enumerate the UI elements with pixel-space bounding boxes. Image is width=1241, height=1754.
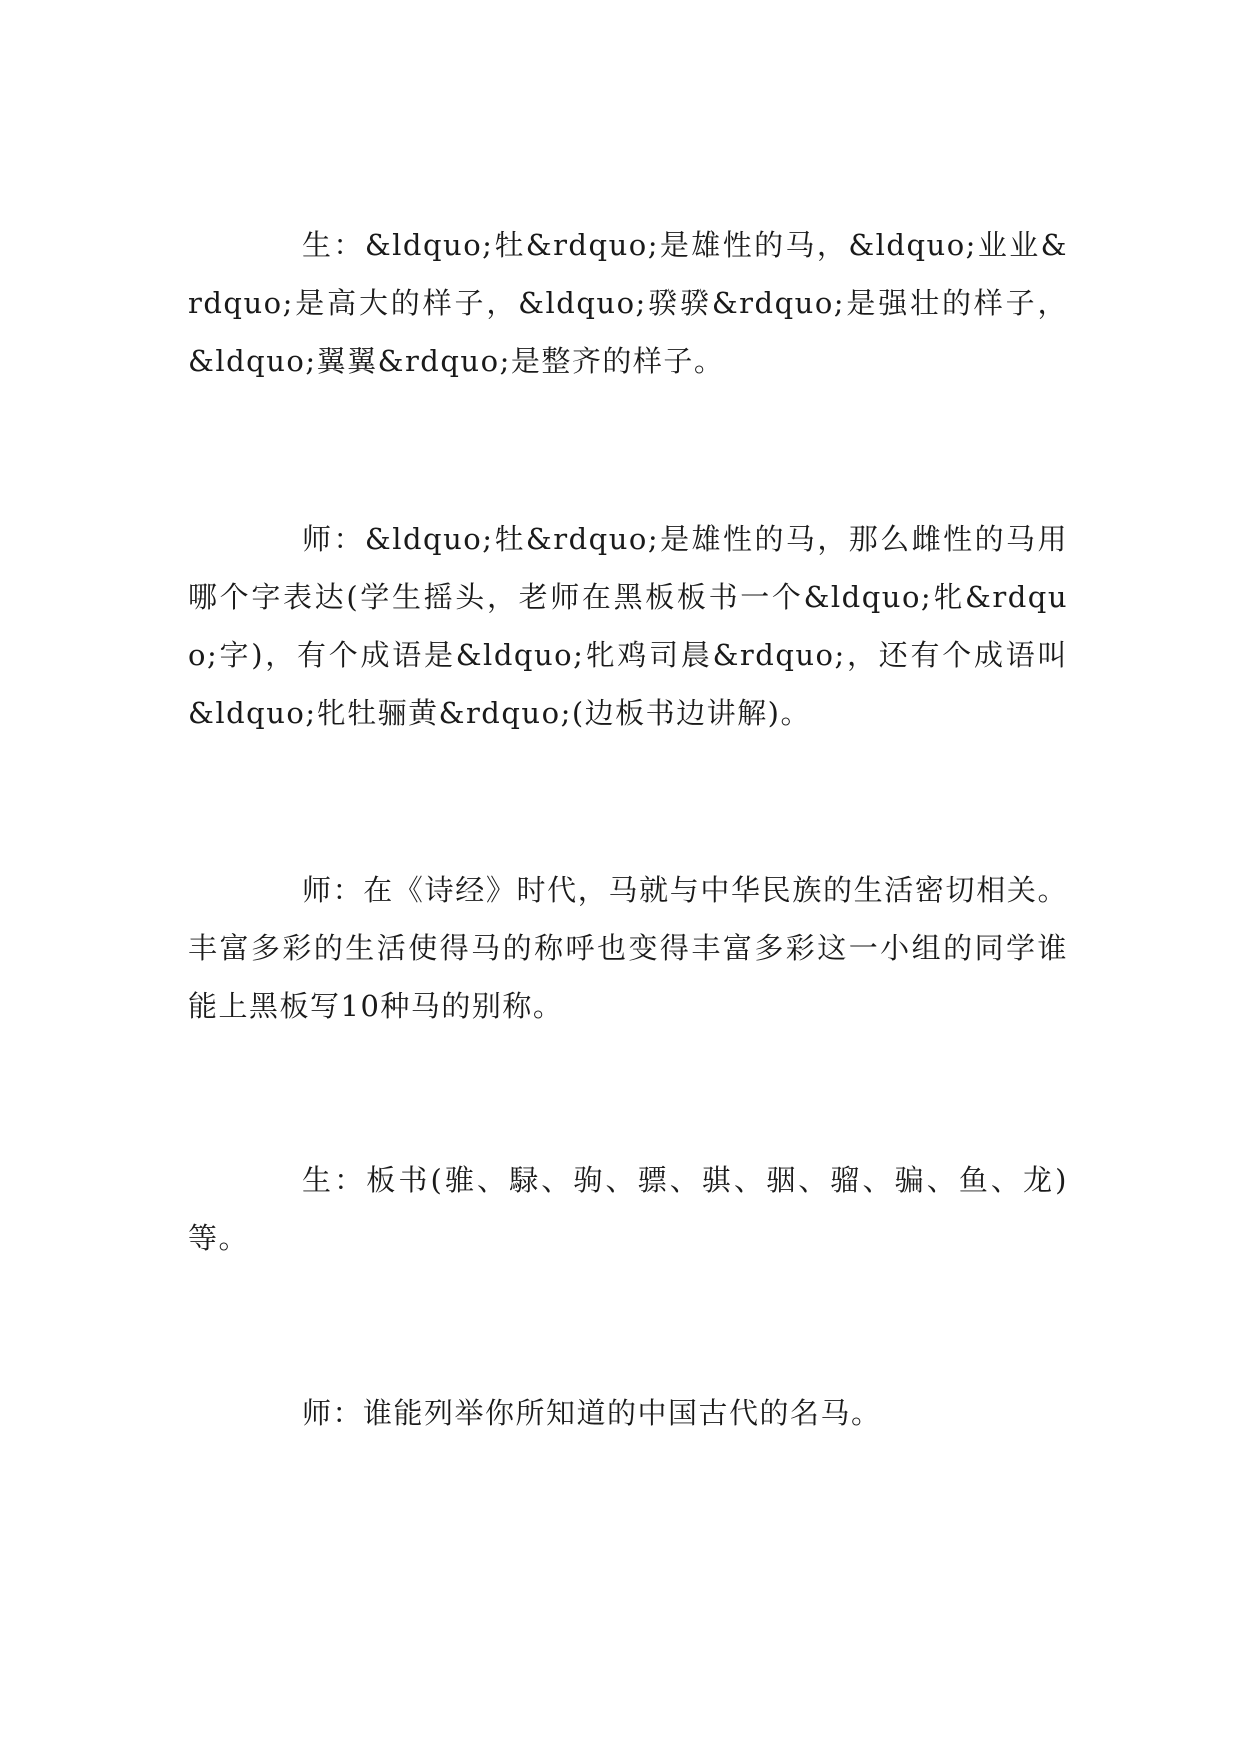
paragraph-teacher-explanation-1: 师：&ldquo;牡&rdquo;是雄性的马，那么雌性的马用哪个字表达(学生摇头，老师在黑板板书一个&ldquo;牝&rdquo;字)，有个成语是&ldquo;牝鸡司晨&rdquo;，还有个成语叫&ldquo;牝牡骊黄&rdquo;(边板书边讲解)。: [188, 522, 1068, 730]
paragraph-student-answer-1: 生：&ldquo;牡&rdquo;是雄性的马，&ldquo;业业&rdquo;是高大的样子，&ldquo;骙骙&rdquo;是强壮的样子，&ldquo;翼翼&rdquo;是整齐的样子。: [188, 228, 1068, 378]
paragraph-teacher-explanation-2: 师：在《诗经》时代，马就与中华民族的生活密切相关。丰富多彩的生活使得马的称呼也变得丰富多彩这一小组的同学谁能上黑板写10种马的别称。: [188, 873, 1068, 1023]
paragraph-student-answer-2: 生：板书(骓、騄、驹、骠、骐、骃、骝、骗、鱼、龙)等。: [188, 1163, 1068, 1255]
paragraph-teacher-question: 师：谁能列举你所知道的中国古代的名马。: [302, 1396, 882, 1430]
